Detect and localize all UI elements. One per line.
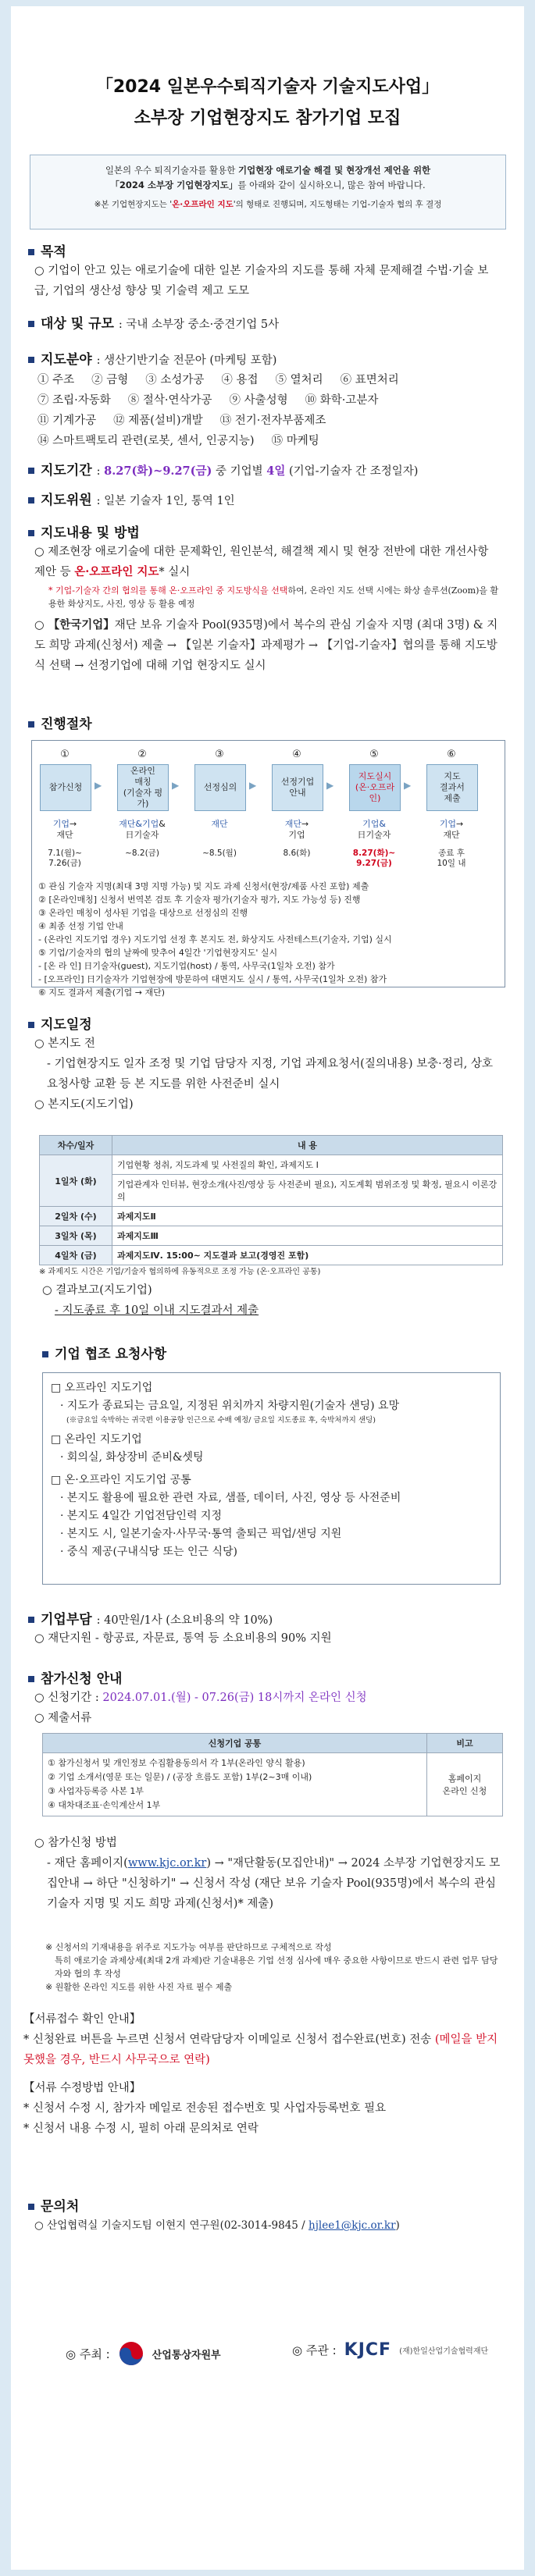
apply-heading: 참가신청 안내 [28, 1667, 122, 1687]
field-item: ⑫ 제품(설비)개발 [113, 415, 203, 427]
target-heading: 대상 및 규모 : 국내 소부장 중소·중견기업 5사 [28, 312, 279, 335]
process-note: ④ 최종 선정 기업 안내 [38, 921, 123, 931]
process-note: - (온라인 지도기업 경우) 지도기업 선정 후 본지도 전, 화상지도 사전테스트(기술자, 기업) 실시 [38, 934, 392, 945]
process-step-box [349, 764, 401, 811]
cooperation-heading: 기업 협조 요청사항 [42, 1343, 166, 1362]
schedule-table-header: 내 용 [112, 1136, 503, 1155]
process-step-actor: 기업& 日기술자 [357, 819, 391, 840]
footer-organizer: ◎ 주관 : KJCF (재)한일산업기술협력재단 [292, 2340, 489, 2360]
process-step-date: ~8.2(금) [125, 849, 159, 858]
section-bullet-icon [28, 321, 34, 327]
contact-heading: 문의처 [28, 2195, 79, 2215]
cooperation-box [42, 1372, 501, 1585]
process-arrow-icon: ▶ [95, 780, 102, 791]
field-item: ⑭ 스마트팩토리 관련(로봇, 센서, 인공지능) [37, 435, 255, 447]
schedule-day: 2일차 (수) [40, 1207, 112, 1226]
schedule-pre-title: ○ 본지도 전 [34, 1037, 95, 1050]
apply-docs-title: ○ 제출서류 [34, 1712, 92, 1724]
cost-heading: 기업부담 : 40만원/1사 (소요비용의 약 10%) [28, 1608, 273, 1631]
process-note: - [오프라인] 日기술자가 기업현장에 방문하여 대면지도 실시 / 통역, 사무국(1일차 오전) 참가 [38, 974, 387, 984]
intro-text-1a: 일본의 우수 퇴직기술자를 활용한 [105, 165, 238, 176]
process-step-number: ③ [215, 749, 224, 760]
process-arrow-icon: ▶ [249, 780, 257, 791]
docs-list: ① 참가신청서 및 개인정보 수집활용동의서 각 1부(온라인 양식 활용) ② 기업 소개서(영문 또는 일문) / (공장 흐름도 포함) 1부(2~3매 이내) ③ 사업자등록증 사본 1부 ④ 대차대조표·손익계산서 1부 [43, 1753, 427, 1816]
coop-offline-item: · 회의실, 화상장비 준비&셋팅 [60, 1451, 204, 1464]
taegeuk-logo-icon [118, 2340, 144, 2367]
process-step-box [272, 764, 323, 811]
field-item: ③ 소성가공 [145, 374, 205, 386]
process-step-label: 참가신청 [48, 782, 83, 792]
fields-list [37, 370, 514, 451]
field-item: ④ 용접 [221, 374, 259, 386]
intro-note-b: 온·오프라인 지도 [172, 200, 234, 209]
schedule-content: 과제지도Ⅱ [112, 1207, 503, 1226]
method-text: ○ 제조현장 애로기술에 대한 문제확인, 원인분석, 해결책 제시 및 현장 전반에 대한 개선사항 제안 등 온·오프라인 지도* 실시 * 기업-기술자 간의 협의를 통해 온·오프라인 중 지도방식을 선택하여, 온라인 지도 선택 시에는 화상 솔루션(Zoom)을 활용한 화상지도, 사진, 영상 등 활용 예정 ○ 【한국기업】재단 보유 기술자 Pool(935명)에서 복수의 관심 기술자 지명 (최대 3명) & 지도 희망 과제(신청서) 제출 → 【일본 기술자】과제평가 → 【기업-기술자】협의를 통해 지도방식 선택 → 선정기업에 대해 기업 현장지도 실시 [34, 546, 499, 672]
intro-box [30, 155, 506, 229]
field-item: ⑬ 전기·전자부품제조 [219, 415, 326, 427]
section-bullet-icon [28, 1022, 34, 1028]
coop-common-item: · 본지도 시, 일본기술자·사무국·통역 출퇴근 픽업/샌딩 지원 [60, 1528, 342, 1540]
section-bullet-icon [28, 497, 34, 503]
process-step-label: 지도실시 (온·오프라인) [355, 771, 395, 803]
intro-note-c: '의 형태로 진행되며, 지도형태는 기업-기술자 협의 후 결정 [233, 200, 442, 209]
poster-sheet [11, 6, 524, 2570]
coop-common-title: □ 온·오프라인 지도기업 공통 [51, 1474, 191, 1486]
schedule-content: 과제지도Ⅲ [112, 1226, 503, 1246]
contact-text: ○ 산업협력실 기술지도팀 이현지 연구원(02-3014-9845 / hjlee1@kjc.or.kr) [34, 2219, 400, 2232]
org-name: (재)한일산업기술협력재단 [399, 2347, 489, 2356]
host-name: 산업통상자원부 [152, 2349, 221, 2361]
section-bullet-icon [28, 357, 34, 363]
field-item: ⑦ 조립·자동화 [37, 394, 111, 407]
process-arrow-icon: ▶ [404, 780, 412, 791]
table-row [40, 1226, 503, 1246]
process-step-number: ⑤ [369, 749, 379, 760]
fields-heading: 지도분야 : 생산기반기술 전문아 (마케팅 포함) [28, 348, 276, 371]
process-step-actor: 기업→ 재단 [439, 819, 464, 840]
apply-method: ○ 참가신청 방법 - 재단 홈페이지(www.kjc.or.kr) → "재단활동(모집안내)" → 2024 소부장 기업현장지도 모집안내 → 하단 "신청하기" → 신청서 작성 (재단 보유 기술자 Pool(935명)에서 복수의 관심 기술자 지명 및 지도 희망 과제(신청서)* 제출) [34, 1833, 503, 1914]
process-step-label: 지도 결과서 제출 [440, 771, 465, 803]
process-note: - [온 라 인] 日기술자(guest), 지도기업(host) / 통역, 사무국(1일차 오전) 참가 [38, 961, 335, 971]
coop-offline-title: □ 온라인 지도기업 [51, 1433, 142, 1446]
schedule-table-header: 차수/일자 [40, 1136, 112, 1155]
period-rest-b: (기업-기술자 간 조정일자) [285, 465, 419, 478]
docs-note: 홈페이지 온라인 신청 [427, 1753, 503, 1816]
schedule-day: 1일차 (화) [40, 1155, 112, 1207]
coop-common-item: · 본지도 4일간 기업전담인력 지정 [60, 1510, 222, 1522]
purpose-text: ○ 기업이 안고 있는 애로기술에 대한 일본 기술자의 지도를 통해 자체 문제해결 수법·기술 보급, 기업의 생산성 향상 및 기술력 제고 도모 [34, 265, 489, 297]
table-row [40, 1207, 503, 1226]
cost-intro: : 40만원/1사 (소요비용의 약 10%) [96, 1614, 273, 1627]
schedule-day: 3일차 (목) [40, 1226, 112, 1246]
register-title: 【서류접수 확인 안내】 [23, 2013, 141, 2026]
apply-docs-table [42, 1733, 503, 1816]
process-step-date: ~8.5(월) [202, 849, 237, 858]
field-item: ⑨ 사출성형 [229, 394, 288, 407]
process-step-actor: 재단→ 기업 [284, 819, 309, 840]
place-text: : 일본 기술자 1인, 통역 1인 [96, 495, 235, 507]
process-step-box [40, 764, 91, 811]
docs-table-header: 신청기업 공통 [43, 1734, 427, 1753]
schedule-table-note: ※ 과제지도 시간은 기업/기술자 협의하에 유동적으로 조정 가능 (온·오프라인 공통) [39, 1268, 321, 1276]
process-step-number: ② [137, 749, 147, 760]
cost-text: ○ 재단지원 - 항공료, 자문료, 통역 등 소요비용의 90% 지원 [34, 1632, 332, 1645]
apply-method-title: ○ 참가신청 방법 [34, 1837, 117, 1849]
table-row [43, 1753, 503, 1816]
process-step-actor: 재단 [211, 819, 228, 829]
process-note: ② [온라인매칭] 신청서 번역본 검토 후 기술자 평가(기술자 평가, 지도 가능성 등) 진행 [38, 895, 361, 905]
coop-common-item: · 본지도 활용에 필요한 관련 자료, 샘플, 데이터, 사진, 영상 등 사전준비 [60, 1492, 401, 1504]
process-step-number: ④ [292, 749, 301, 760]
process-step-date: 8.6(화) [283, 849, 311, 858]
intro-text-2a: 「2024 소부장 기업현장지도」 [110, 180, 238, 190]
period-rest-a: 중 기업별 [212, 465, 267, 478]
section-bullet-icon [28, 530, 34, 536]
section-bullet-icon [28, 2204, 34, 2210]
intro-text-2b: 를 아래와 같이 실시하오니, 많은 참여 바랍니다. [237, 180, 426, 190]
coop-online-title: □ 오프라인 지도기업 [51, 1382, 153, 1394]
section-bullet-icon [28, 1617, 34, 1623]
process-step-date: 7.1(월)~ 7.26(금) [48, 849, 82, 868]
schedule-day: 4일차 (금) [40, 1246, 112, 1265]
schedule-content: 과제지도Ⅳ. 15:00~ 지도결과 보고(경영진 포함) [112, 1246, 503, 1265]
schedule-pre [34, 1034, 503, 1115]
section-bullet-icon [28, 1676, 34, 1682]
register-info: 【서류접수 확인 안내】 * 신청완료 버튼을 누르면 신청서 연락담당자 이메일로 신청서 접수완료(번호) 전송 (메일을 받지 못했을 경우, 반드시 사무국으로 연락) 【서류 수정방법 안내】 * 신청서 수정 시, 참가자 메일로 전송된 접수번호 및 사업자등록번호 필요 * 신청서 내용 수정 시, 필히 아래 문의처로 연락 [23, 2009, 508, 2139]
modify-title: 【서류 수정방법 안내】 [23, 2082, 141, 2094]
section-bullet-icon [28, 468, 34, 474]
process-step-actor: 재단&기업& 日기술자 [119, 819, 166, 840]
homepage-link[interactable]: www.kjc.or.kr [127, 1857, 207, 1870]
process-step-label: 선정기업 안내 [280, 777, 315, 798]
contact-email-link[interactable]: hjlee1@kjc.or.kr [309, 2219, 396, 2232]
fields-intro: : 생산기반기술 전문아 (마케팅 포함) [96, 354, 277, 367]
schedule-pre-text: - 기업현장지도 일자 조정 및 기업 담당자 지정, 기업 과제요청서(질의내용) 보충·정리, 상호 요청사항 교환 등 본 지도를 위한 사전준비 실시 [47, 1058, 493, 1091]
process-step-label: 선정심의 [203, 782, 237, 792]
process-arrow-icon: ▶ [172, 780, 180, 791]
field-item: ② 금형 [91, 374, 129, 386]
process-step-box [426, 764, 478, 811]
kjcf-logo: KJCF [344, 2340, 392, 2360]
process-step-number: ① [60, 749, 70, 760]
period-date: 8.27(화)~9.27(금) [104, 464, 212, 478]
section-bullet-icon [28, 721, 34, 728]
process-step-date: 종료 후 10일 내 [437, 849, 466, 868]
title-line-1: 「2024 일본우수퇴직기술자 기술지도사업」 [95, 77, 440, 97]
process-note: ⑤ 기업/기술자의 협의 날짜에 맞추어 4일간 '기업현장지도' 실시 [38, 948, 278, 958]
process-heading: 진행절차 [28, 713, 92, 732]
process-flow [32, 741, 505, 873]
apply-period: ○ 신청기간 : 2024.07.01.(월) - 07.26(금) 18시까지 온라인 신청 ○ 제출서류 [34, 1688, 503, 1728]
process-step-number: ⑥ [447, 749, 456, 760]
coop-common-item: · 중식 제공(구내식당 또는 인근 식당) [60, 1546, 237, 1558]
coop-online-note: (※금요일 숙박하는 귀국편 이용공항 인근으로 수배 예정/ 금요일 지도종료 후, 숙박처까지 샌딩) [66, 1416, 376, 1425]
intro-text-1b: 기업현장 애로기술 해결 및 현장개선 제언을 위한 [237, 165, 431, 176]
process-step-label: 온라인 매칭 (기술자 평가) [123, 766, 163, 809]
coop-online-item: · 지도가 종료되는 금요일, 지정된 위치까지 차량지원(기술자 샌딩) 요망 [60, 1400, 400, 1412]
schedule-heading: 지도일정 [28, 1013, 92, 1033]
place-heading: 지도위원 : 일본 기술자 1인, 통역 1인 [28, 489, 235, 511]
apply-notes: ※ 신청서의 기재내용을 위주로 지도가능 여부를 판단하므로 구체적으로 작성 특히 애로기술 과제상세(최대 2개 과제)란 기술내용은 기업 선정 심사에 매우 중요한 사항이므로 반드시 관련 업무 담당자와 협의 후 작성 ※ 원활한 온라인 지도를 위한 사진 자료 필수 제출 [45, 1942, 498, 1992]
field-item: ⑪ 기계가공 [37, 415, 97, 427]
process-note: ① 관심 기술자 지명(최대 3명 지명 가능) 및 지도 과제 신청서(현장/제품 사진 포함) 제출 [38, 881, 369, 891]
field-item: ⑧ 절삭·연삭가공 [127, 394, 212, 407]
intro-note-a: ※본 기업현장지도는 ' [94, 200, 173, 209]
footer-host: ◎ 주최 : 산업통상자원부 [66, 2340, 221, 2367]
field-item: ① 주조 [37, 374, 75, 386]
table-row [40, 1246, 503, 1265]
section-bullet-icon [42, 1351, 48, 1357]
process-note: ③ 온라인 매칭이 성사된 기업을 대상으로 선정심의 진행 [38, 908, 248, 918]
process-notes [38, 880, 499, 999]
schedule-content: 기업관계자 인터뷰, 현장소개(사진/영상 등 사전준비 필요), 지도계획 범위조정 및 확정, 필요시 이론강의 [112, 1175, 503, 1207]
purpose-heading: 목적 [28, 240, 66, 260]
process-step-date: 8.27(화)~ 9.27(금) [352, 849, 396, 868]
schedule-post: ○ 결과보고(지도기업) - 지도종료 후 10일 이내 지도결과서 제출 [42, 1284, 259, 1317]
process-step-box [194, 764, 246, 811]
process-arrow-icon: ▶ [326, 780, 334, 791]
process-step-box [117, 764, 169, 811]
process-panel [31, 740, 505, 998]
field-item: ⑥ 표면처리 [340, 374, 399, 386]
table-row [40, 1155, 503, 1175]
schedule-table [39, 1135, 503, 1265]
field-item: ⑩ 화학·고분자 [305, 394, 379, 407]
method-heading: 지도내용 및 방법 [28, 521, 140, 541]
process-step-actor: 기업→ 재단 [52, 819, 77, 840]
field-item: ⑮ 마케팅 [271, 435, 319, 447]
schedule-main-title: ○ 본지도(지도기업) [34, 1098, 134, 1111]
process-note: ⑥ 지도 결과서 제출(기업 → 재단) [38, 987, 166, 998]
title-line-2: 소부장 기업현장지도 참가기업 모집 [134, 109, 401, 128]
schedule-content: 기업현황 청취, 지도과제 및 사전질의 확인, 과제지도 Ⅰ [112, 1155, 503, 1175]
period-days: 4일 [266, 464, 286, 478]
section-bullet-icon [28, 249, 34, 255]
docs-table-header: 비고 [427, 1734, 503, 1753]
target-text: : 국내 소부장 중소·중견기업 5사 [118, 318, 280, 331]
period-heading: 지도기간 : 8.27(화)~9.27(금) 중 기업별 4일 (기업-기술자 간 조정일자) [28, 459, 418, 482]
field-item: ⑤ 열처리 [275, 374, 323, 386]
